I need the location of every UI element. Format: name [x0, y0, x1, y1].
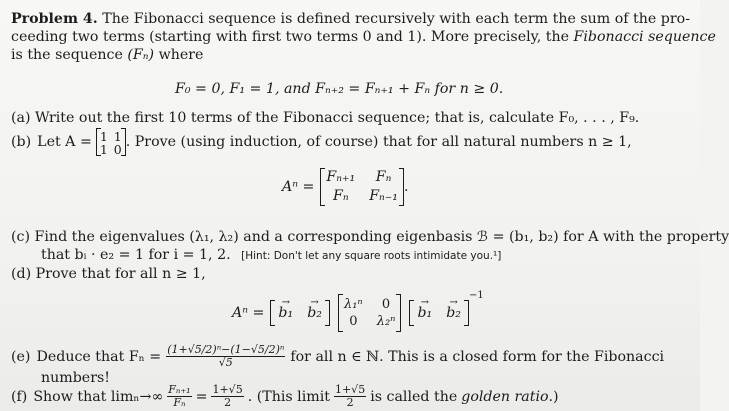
intro-line-3-end: where: [158, 47, 204, 63]
part-f: [11, 384, 693, 409]
golden-ratio-term: golden ratio: [461, 388, 549, 405]
sequence-notation: (Fₙ): [127, 47, 155, 63]
inv-eigvec-b2: → b₂: [446, 304, 461, 322]
matrix-a-12: 1: [113, 129, 122, 144]
problem-heading: Problem 4.: [11, 11, 98, 27]
golden-numerator-2: 1+√5: [334, 383, 366, 396]
problem-intro: [11, 10, 716, 64]
fib-matrix-21: Fₙ: [332, 188, 349, 204]
fibonacci-matrix: [320, 168, 404, 206]
fib-matrix-11: Fₙ₊₁: [326, 169, 356, 185]
part-f-text-mid2: is called the: [370, 388, 458, 405]
matrix-a-11: 1: [99, 129, 108, 144]
fib-matrix-12: Fₙ: [375, 169, 392, 185]
definition-equation: F₀ = 0, F₁ = 1, and Fₙ₊₂ = Fₙ₊₁ + Fₙ for n ≥ 0.: [175, 81, 504, 97]
part-b-let: Let A =: [37, 134, 92, 150]
part-b-text: . Prove (using induction, of course) that for all natural numbers n ≥ 1,: [125, 134, 632, 150]
eigvec-b2: → b₂: [307, 304, 322, 322]
part-f-text-end: .): [548, 388, 559, 405]
part-c-hint: [Hint: Don't let any square roots intimidate you.¹]: [241, 250, 502, 262]
golden-denominator: 2: [224, 396, 232, 409]
inv-eigvec-b1: → b₁: [417, 304, 432, 322]
part-e-line-2: numbers!: [41, 370, 110, 386]
intro-line-3: is the sequence: [11, 47, 123, 63]
diagonal-matrix: [338, 294, 401, 332]
fib-matrix-22: Fₙ₋₁: [369, 188, 398, 204]
part-b-result: Aⁿ = Fₙ₊₁ Fₙ Fₙ Fₙ₋₁ .: [282, 169, 409, 204]
intro-emphasis: Fibonacci sequence: [573, 29, 716, 45]
part-e-label: (e): [11, 348, 31, 365]
limit-denominator: Fₙ: [173, 396, 186, 409]
eigenbasis-matrix: [270, 300, 330, 326]
part-f-eq: =: [195, 388, 208, 405]
part-b-lhs: Aⁿ =: [282, 179, 315, 195]
part-d-label: (d): [11, 266, 32, 282]
limit-fraction: [167, 384, 191, 409]
diagonalization: Aⁿ = → b₁ → b₂ λ₁ⁿ 0 0 λ₂ⁿ → b₁ → b₂ −1: [232, 294, 484, 332]
golden-ratio-fraction: [211, 384, 243, 409]
part-a: [11, 109, 693, 127]
diag-12: 0: [381, 297, 391, 312]
diag-11: λ₁ⁿ: [343, 297, 363, 312]
part-d: [11, 265, 693, 283]
matrix-a-22: 0: [113, 142, 122, 157]
golden-numerator: 1+√5: [212, 383, 243, 396]
part-d-lhs: Aⁿ =: [232, 305, 265, 321]
part-c-line-2: that bᵢ · e₂ = 1 for i = 1, 2.: [41, 247, 231, 263]
intro-line-2: ceeding two terms (starting with first two terms 0 and 1). More precisely, the: [11, 29, 570, 45]
eigenbasis-matrix-inverse: [409, 300, 469, 326]
part-f-label: (f): [11, 388, 28, 405]
binet-numerator: (1+√5/2)ⁿ−(1−√5/2)ⁿ: [167, 343, 285, 356]
part-c: [11, 228, 729, 265]
part-a-label: (a): [11, 110, 31, 126]
part-e-text-end: for all n ∈ ℕ. This is a closed form for the Fibonacci: [290, 348, 665, 365]
part-f-text-start: Show that limₙ→∞: [33, 388, 164, 405]
matrix-a: [96, 128, 126, 156]
intro-line-1: The Fibonacci sequence is defined recursively with each term the sum of the pro-: [102, 11, 690, 27]
diag-21: 0: [349, 314, 358, 329]
part-b: [11, 128, 693, 156]
part-c-line-1: Find the eigenvalues (λ₁, λ₂) and a corresponding eigenbasis ℬ = (b₁, b₂) for A with the property: [34, 229, 729, 245]
diag-22: λ₂ⁿ: [376, 314, 396, 329]
part-b-label: (b): [11, 134, 32, 150]
part-f-text-mid: . (This limit: [247, 388, 330, 405]
eigvec-b1: → b₁: [278, 304, 293, 322]
part-e-text-start: Deduce that Fₙ =: [36, 348, 162, 365]
limit-numerator: Fₙ₊₁: [168, 383, 191, 396]
golden-denominator-2: 2: [346, 396, 354, 409]
part-a-text: Write out the first 10 terms of the Fibonacci sequence; that is, calculate F₀, . . . , F₉.: [35, 110, 640, 126]
golden-ratio-fraction-2: [334, 384, 366, 409]
binet-fraction: [166, 344, 285, 369]
binet-denominator: √5: [218, 356, 233, 369]
part-e: [11, 344, 693, 387]
part-d-text: Prove that for all n ≥ 1,: [35, 266, 206, 282]
part-c-label: (c): [11, 229, 31, 245]
matrix-a-21: 1: [99, 142, 108, 157]
